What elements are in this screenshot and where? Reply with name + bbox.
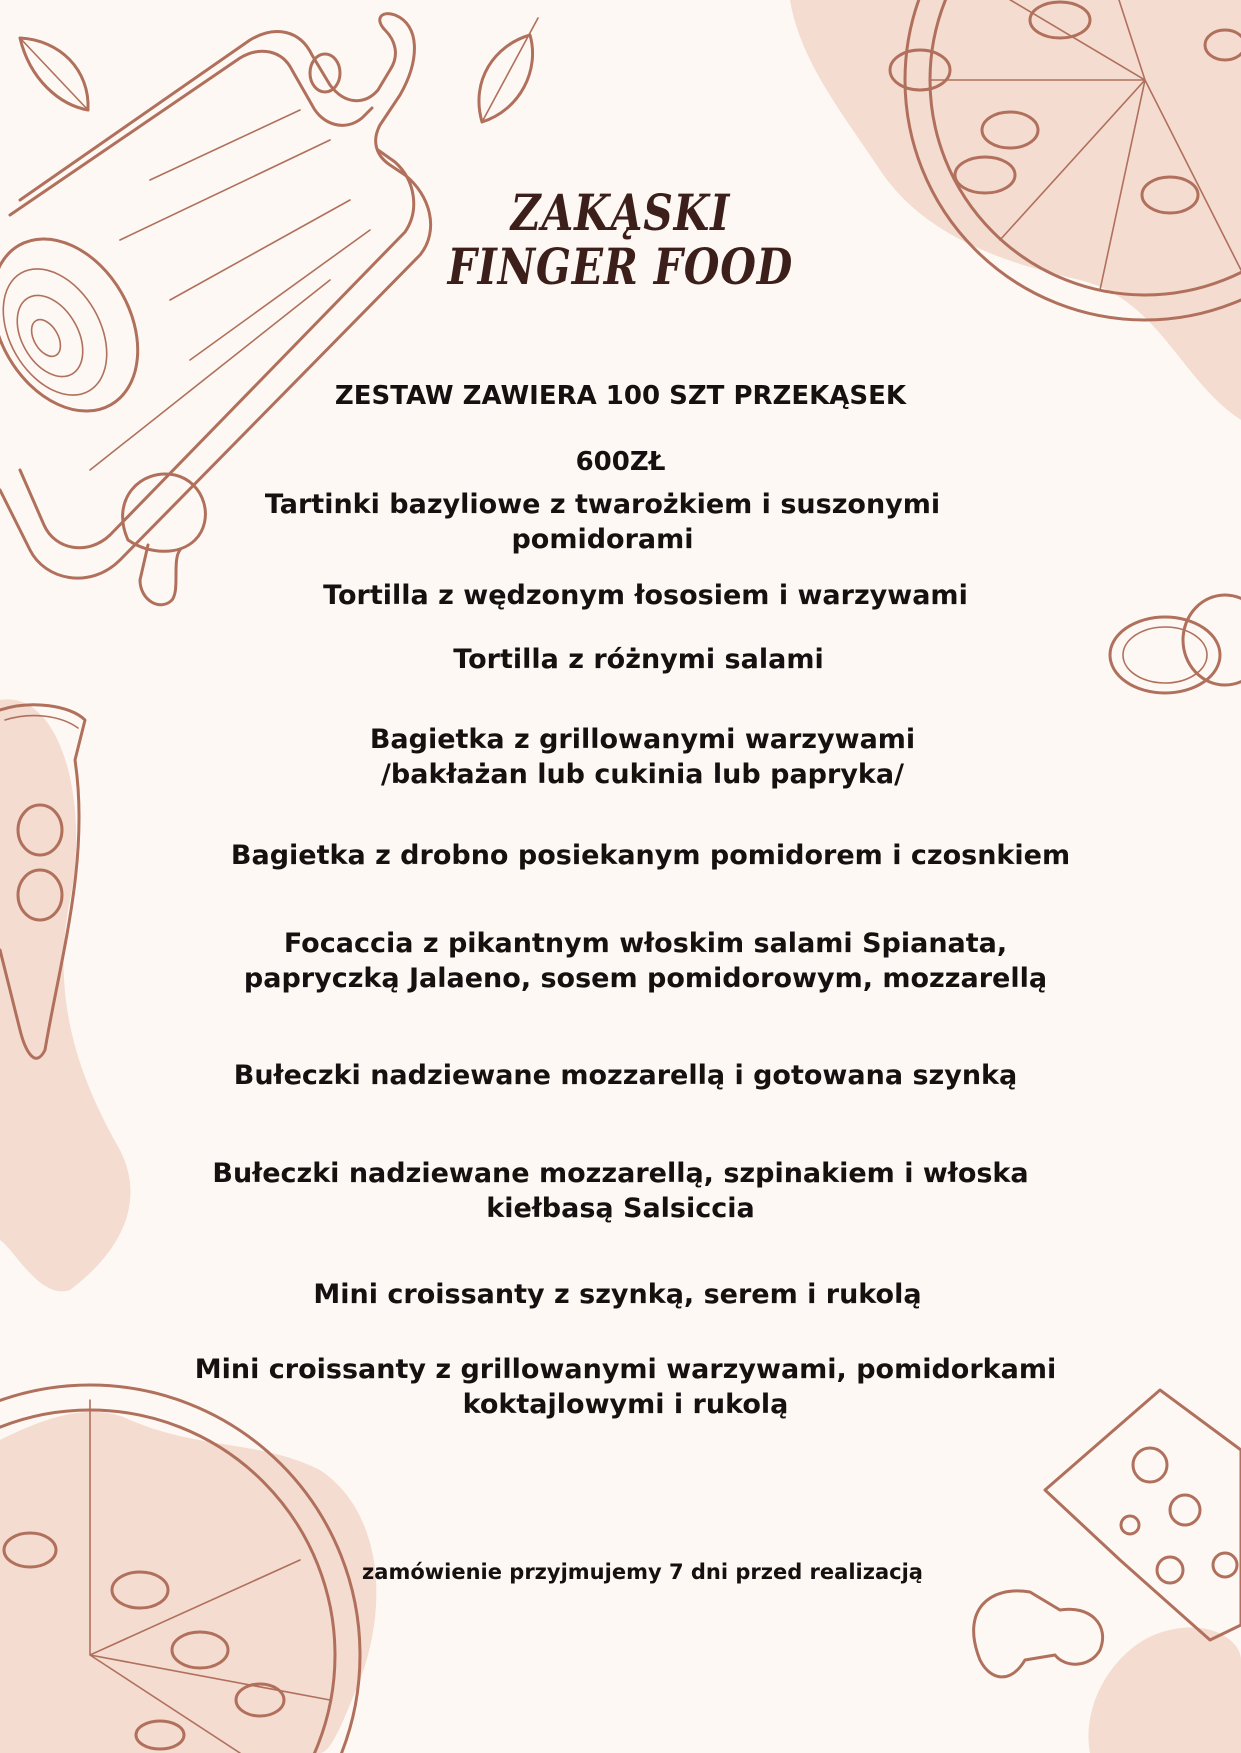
set-description: ZESTAW ZAWIERA 100 SZT PRZEKĄSEK [334, 381, 907, 411]
order-note: zamówienie przyjmujemy 7 dni przed realizacją [362, 1560, 923, 1584]
menu-item: Bagietka z drobno posiekanym pomidorem i czosnkiem [230, 840, 1071, 871]
set-price: 600ZŁ [575, 447, 666, 477]
menu-item: Mini croissanty z szynką, serem i rukolą [313, 1279, 922, 1310]
title-line-2: FINGER FOOD [447, 237, 794, 296]
cheese-icon [1045, 1390, 1241, 1640]
page-title [112, 183, 1130, 296]
menu-item: Tortilla z różnymi salami [453, 644, 824, 675]
menu-item: Mini croissanty z grillowanymi warzywami, pomidorkami koktajlowymi i rukolą [194, 1354, 1057, 1420]
title-line-1: ZAKĄSKI [510, 183, 731, 242]
leaf-icon [20, 18, 538, 122]
menu-item: Focaccia z pikantnym włoskim salami Spianata, papryczką Jalaeno, sosem pomidorowym, mozzarellą [243, 928, 1048, 994]
menu-item: Tortilla z wędzonym łososiem i warzywami [323, 580, 968, 611]
menu-item: Bułeczki nadziewane mozzarellą i gotowana szynką [233, 1060, 1018, 1091]
menu-item: Bułeczki nadziewane mozzarellą, szpinakiem i włoska kiełbasą Salsiccia [212, 1158, 1029, 1224]
menu-item: Tartinki bazyliowe z twarożkiem i suszonymi pomidorami [264, 489, 941, 555]
mushroom-icon [974, 1591, 1103, 1677]
menu-item: Bagietka z grillowanymi warzywami /bakłażan lub cukinia lub papryka/ [369, 724, 916, 790]
